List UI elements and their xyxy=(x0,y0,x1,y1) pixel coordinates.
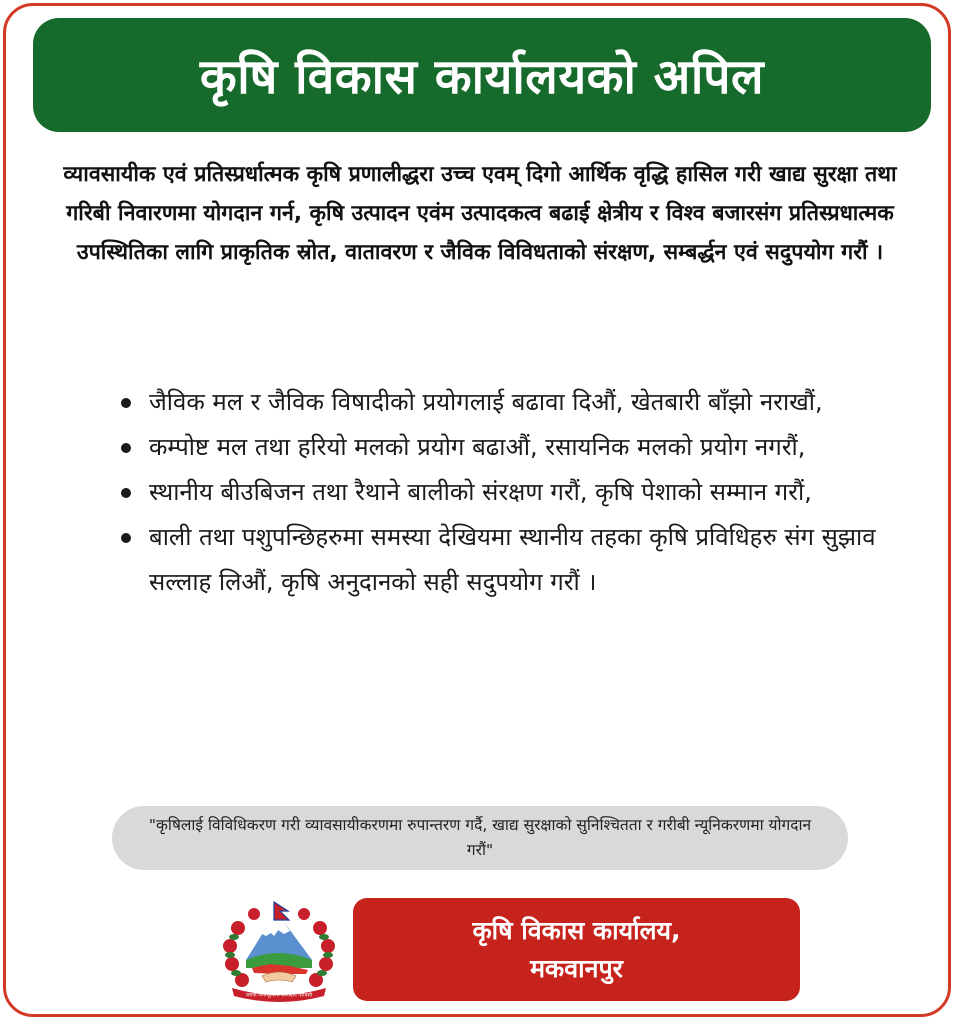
appeal-item xyxy=(115,470,895,515)
bullet-icon xyxy=(121,488,131,498)
slogan-text: "कृषिलाई विविधिकरण गरी व्यावसायीकरणमा रुपान्तरण गर्दै, खाद्य सुरक्षाको सुनिश्चितता र गरीबी न्यूनिकरणमा योगदान गरौं" xyxy=(148,816,812,859)
intro-paragraph: व्यावसायीक एवं प्रतिस्प्रर्धात्मक कृषि प्रणालीद्धरा उच्च एवम् दिगो आर्थिक वृद्धि हासिल गरी खाद्य सुरक्षा तथा गरिबी निवारणमा योगदान गर्न, कृषि उत्पादन एवंम उत्पादकत्व बढाई क्षेत्रीय र विश्व बजारसंग प्रतिस्प्रधात्मक उपस्थितिका लागि प्राकृतिक स्रोत, वातावरण र जैविक विविधताको संरक्षण, सम्बर्द्धन एवं सदुपयोग गरौं । xyxy=(63,162,897,265)
emblem-motto: जननी जन्मभूमिश्च स्वर्गादपि गरीयसी xyxy=(245,992,313,999)
slogan-box xyxy=(112,806,848,870)
appeal-text: जैविक मल र जैविक विषादीको प्रयोगलाई बढावा दिऔं, खेतबारी बाँझो नराखौं, xyxy=(149,388,823,416)
appeal-item xyxy=(115,515,895,605)
bullet-icon xyxy=(121,398,131,408)
office-name: कृषि विकास कार्यालय, xyxy=(472,915,681,945)
appeal-item xyxy=(115,425,895,470)
office-location: मकवानपुर xyxy=(530,953,623,983)
nepal-emblem-icon xyxy=(218,898,340,1002)
appeal-text: स्थानीय बीउबिजन तथा रैथाने बालीको संरक्षण गरौं, कृषि पेशाको सम्मान गरौं, xyxy=(149,478,812,506)
bullet-icon xyxy=(121,443,131,453)
appeal-list xyxy=(115,380,895,605)
title-banner xyxy=(33,18,931,132)
appeal-text: बाली तथा पशुपन्छिहरुमा समस्या देखियमा स्थानीय तहका कृषि प्रविधिहरु संग सुझाव सल्लाह लिऔं, कृषि अनुदानको सही सदुपयोग गरौं । xyxy=(149,523,876,596)
page-title: कृषि विकास कार्यालयको अपिल xyxy=(199,48,765,105)
bullet-icon xyxy=(121,533,131,543)
office-name-box xyxy=(353,898,800,1001)
appeal-text: कम्पोष्ट मल तथा हरियो मलको प्रयोग बढाऔं, रसायनिक मलको प्रयोग नगरौं, xyxy=(149,433,806,461)
appeal-item xyxy=(115,380,895,425)
